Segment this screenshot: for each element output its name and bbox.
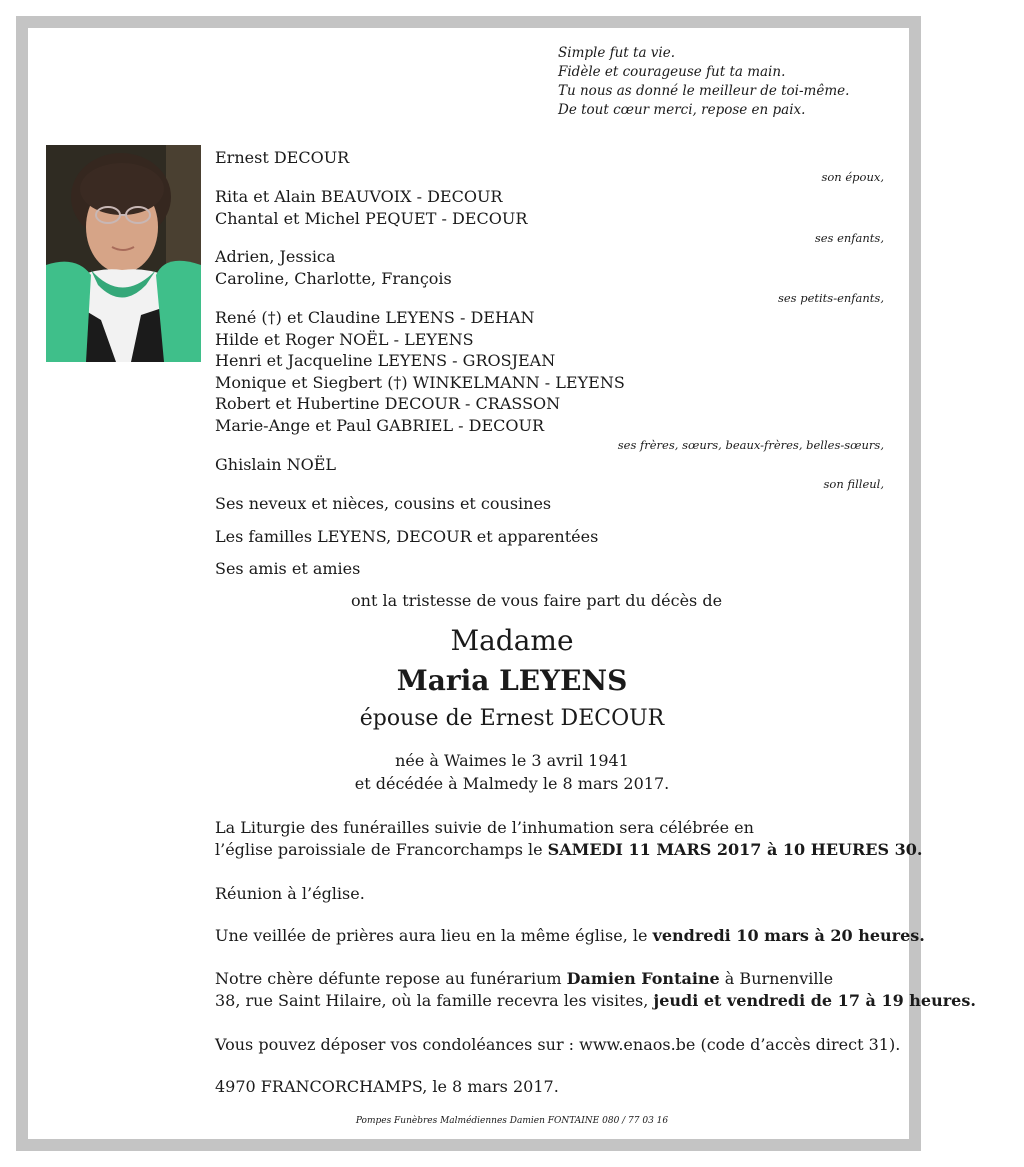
footer-credit: Pompes Funèbres Malmédiennes Damien FONTAINE 080 / 77 03 16 — [355, 1116, 669, 1126]
reunion-line: Réunion à l’église. — [215, 884, 365, 903]
sibling-entry: Henri et Jacqueline LEYENS - GROSJEAN — [215, 351, 556, 370]
rest-paragraph — [215, 968, 976, 1012]
godson-relation: son filleul, — [823, 477, 884, 491]
grandchild-entry: Caroline, Charlotte, François — [215, 268, 452, 288]
death-line: et décédée à Malmedy le 8 mars 2017. — [354, 774, 670, 793]
deceased-name: Maria LEYENS — [396, 664, 628, 697]
poem-line: Tu nous as donné le meilleur de toi-même. — [558, 83, 850, 99]
child-entry: Rita et Alain BEAUVOIX - DECOUR — [215, 187, 503, 206]
birth-line: née à Waimes le 3 avril 1941 — [395, 751, 629, 770]
sibling-entry: René (†) et Claudine LEYENS - DEHAN — [215, 308, 535, 327]
liturgy-line: La Liturgie des funérailles suivie de l’inhumation sera célébrée en — [215, 818, 754, 837]
visit-hours: jeudi et vendredi de 17 à 19 heures. — [653, 991, 976, 1010]
grandchild-entry: Adrien, Jessica — [215, 247, 336, 266]
sibling-entry: Robert et Hubertine DECOUR - CRASSON — [215, 394, 561, 413]
sibling-entry: Marie-Ange et Paul GABRIEL - DECOUR — [215, 415, 545, 435]
families-line: Les familles LEYENS, DECOUR et apparentées — [215, 527, 599, 546]
funeral-home-name: Damien Fontaine — [566, 969, 720, 988]
vigil-line — [215, 925, 925, 947]
godson-name: Ghislain NOËL — [215, 455, 336, 474]
rest-line — [215, 990, 976, 1012]
rest-text: Notre chère défunte repose au funérarium — [215, 969, 567, 988]
place-date: 4970 FRANCORCHAMPS, le 8 mars 2017. — [215, 1077, 559, 1096]
grandchildren-relation: ses petits-enfants, — [777, 291, 884, 305]
deceased-title: Madame — [450, 624, 574, 657]
poem-line: Fidèle et courageuse fut ta main. — [558, 64, 786, 80]
announcement: ont la tristesse de vous faire part du décès de — [351, 591, 723, 610]
vigil-text: Une veillée de prières aura lieu en la même église, le — [215, 926, 653, 945]
liturgy-text: l’église paroissiale de Francorchamps le — [215, 840, 548, 859]
liturgy-line — [215, 839, 922, 861]
deceased-spouse-line: épouse de Ernest DECOUR — [359, 706, 665, 731]
spouse-relation: son époux, — [821, 170, 884, 184]
rest-line — [215, 968, 976, 990]
children-relation: ses enfants, — [814, 231, 884, 245]
friends-line: Ses amis et amies — [215, 559, 361, 578]
grandchildren-list — [215, 246, 452, 289]
funeral-datetime: SAMEDI 11 MARS 2017 à 10 HEURES 30. — [547, 840, 923, 859]
poem-line: Simple fut ta vie. — [558, 45, 676, 61]
vigil-datetime: vendredi 10 mars à 20 heures. — [652, 926, 925, 945]
siblings-relation: ses frères, sœurs, beaux-frères, belles-sœurs, — [617, 438, 884, 452]
spouse-name: Ernest DECOUR — [215, 148, 350, 167]
sibling-entry: Hilde et Roger NOËL - LEYENS — [215, 329, 474, 349]
child-entry: Chantal et Michel PEQUET - DECOUR — [215, 208, 528, 228]
sibling-entry: Monique et Siegbert (†) WINKELMANN - LEYENS — [215, 372, 625, 392]
children-list — [215, 186, 527, 229]
rest-location: à Burnenville — [719, 969, 834, 988]
poem — [558, 44, 849, 120]
condolences-line: Vous pouvez déposer vos condoléances sur : www.enaos.be (code d’accès direct 31). — [215, 1035, 901, 1054]
rest-address: 38, rue Saint Hilaire, où la famille recevra les visites, — [215, 991, 654, 1010]
portrait-photo — [46, 145, 201, 362]
nephews-line: Ses neveux et nièces, cousins et cousines — [215, 494, 552, 513]
poem-line: De tout cœur merci, repose en paix. — [558, 102, 806, 118]
liturgy-paragraph — [215, 817, 922, 861]
siblings-list — [215, 307, 625, 436]
